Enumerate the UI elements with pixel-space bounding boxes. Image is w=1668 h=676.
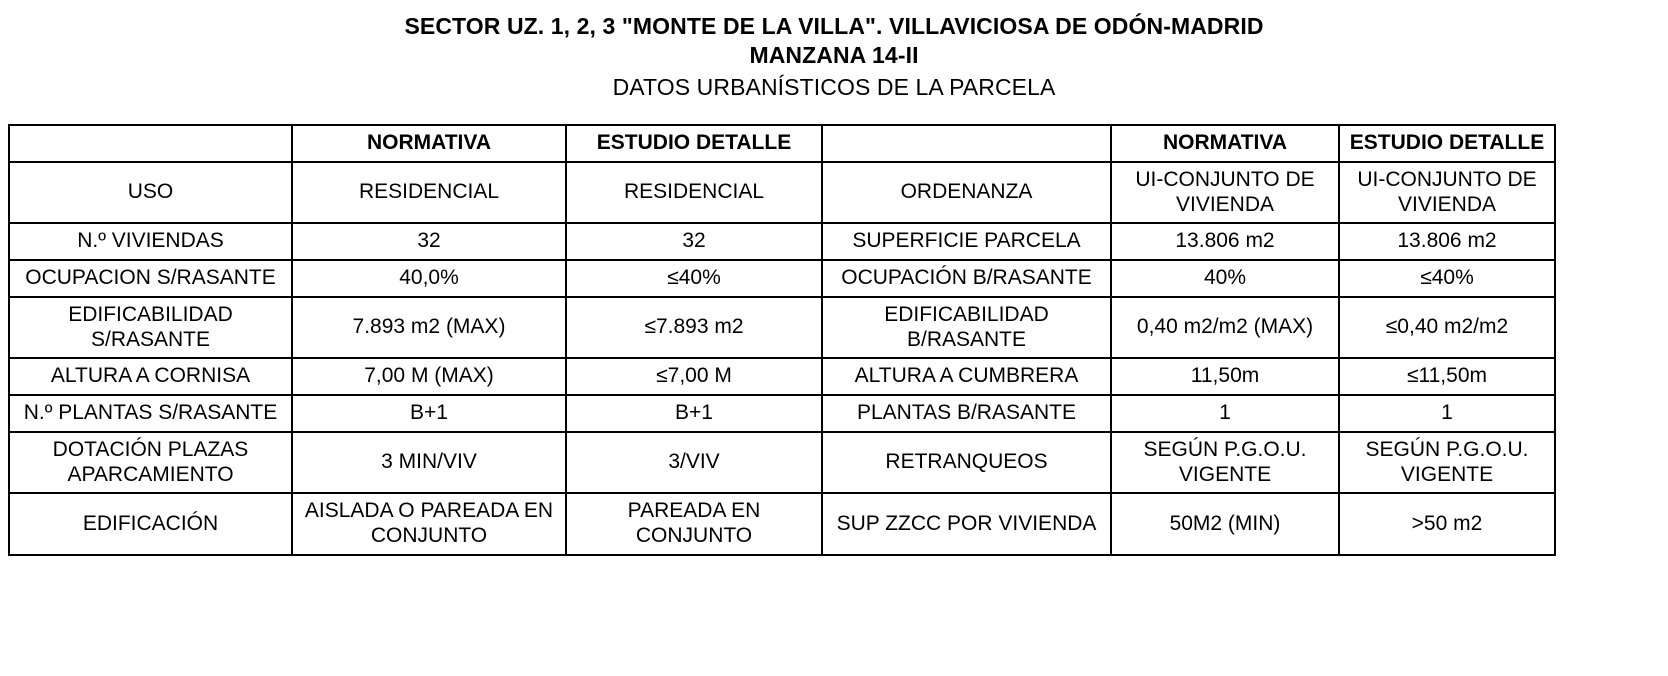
row-label-right: SUPERFICIE PARCELA <box>822 223 1111 260</box>
row-value-normativa-right: SEGÚN P.G.O.U. VIGENTE <box>1111 432 1339 494</box>
header-cell-empty-right <box>822 125 1111 162</box>
row-value-normativa-left: 32 <box>292 223 566 260</box>
header-cell-normativa-left: NORMATIVA <box>292 125 566 162</box>
row-label-left: DOTACIÓN PLAZAS APARCAMIENTO <box>9 432 292 494</box>
row-value-estudio-left: 3/VIV <box>566 432 822 494</box>
header-cell-estudio-detalle-left: ESTUDIO DETALLE <box>566 125 822 162</box>
table-row <box>9 432 1555 494</box>
row-value-normativa-right: 1 <box>1111 395 1339 432</box>
row-value-normativa-right: 11,50m <box>1111 358 1339 395</box>
row-label-left: EDIFICABILIDAD S/RASANTE <box>9 297 292 359</box>
row-value-estudio-left: ≤40% <box>566 260 822 297</box>
row-label-right: ALTURA A CUMBRERA <box>822 358 1111 395</box>
row-value-normativa-left: 3 MIN/VIV <box>292 432 566 494</box>
table-row <box>9 358 1555 395</box>
row-value-normativa-left: AISLADA O PAREADA EN CONJUNTO <box>292 493 566 555</box>
row-label-right: PLANTAS B/RASANTE <box>822 395 1111 432</box>
urban-data-table <box>8 124 1556 556</box>
row-label-right: SUP ZZCC POR VIVIENDA <box>822 493 1111 555</box>
row-value-estudio-right: ≤40% <box>1339 260 1555 297</box>
row-label-right: EDIFICABILIDAD B/RASANTE <box>822 297 1111 359</box>
urban-data-table-container <box>8 124 1554 556</box>
row-label-left: N.º PLANTAS S/RASANTE <box>9 395 292 432</box>
page-subtitle-secondary: DATOS URBANÍSTICOS DE LA PARCELA <box>612 73 1056 100</box>
row-value-normativa-left: 40,0% <box>292 260 566 297</box>
row-label-right: ORDENANZA <box>822 162 1111 224</box>
row-value-normativa-right: 13.806 m2 <box>1111 223 1339 260</box>
row-value-estudio-left: B+1 <box>566 395 822 432</box>
row-value-normativa-left: 7.893 m2 (MAX) <box>292 297 566 359</box>
row-value-estudio-left: 32 <box>566 223 822 260</box>
page-title: SECTOR UZ. 1, 2, 3 "MONTE DE LA VILLA". VILLAVICIOSA DE ODÓN-MADRID <box>404 13 1264 39</box>
row-value-estudio-left: ≤7.893 m2 <box>566 297 822 359</box>
table-row <box>9 395 1555 432</box>
row-label-right: OCUPACIÓN B/RASANTE <box>822 260 1111 297</box>
row-label-left: USO <box>9 162 292 224</box>
table-row <box>9 493 1555 555</box>
row-value-estudio-right: SEGÚN P.G.O.U. VIGENTE <box>1339 432 1555 494</box>
header-cell-empty-left <box>9 125 292 162</box>
row-label-left: ALTURA A CORNISA <box>9 358 292 395</box>
header-cell-normativa-right: NORMATIVA <box>1111 125 1339 162</box>
row-value-normativa-right: 0,40 m2/m2 (MAX) <box>1111 297 1339 359</box>
row-label-left: EDIFICACIÓN <box>9 493 292 555</box>
row-value-estudio-right: ≤0,40 m2/m2 <box>1339 297 1555 359</box>
row-value-normativa-right: 40% <box>1111 260 1339 297</box>
table-row <box>9 297 1555 359</box>
row-label-left: N.º VIVIENDAS <box>9 223 292 260</box>
row-value-normativa-right: UI-CONJUNTO DE VIVIENDA <box>1111 162 1339 224</box>
row-value-estudio-left: RESIDENCIAL <box>566 162 822 224</box>
row-value-normativa-right: 50M2 (MIN) <box>1111 493 1339 555</box>
document-header <box>0 0 1668 103</box>
row-value-estudio-right: 1 <box>1339 395 1555 432</box>
table-row <box>9 162 1555 224</box>
row-label-left: OCUPACION S/RASANTE <box>9 260 292 297</box>
row-value-normativa-left: 7,00 M (MAX) <box>292 358 566 395</box>
row-value-estudio-left: PAREADA EN CONJUNTO <box>566 493 822 555</box>
row-value-estudio-right: UI-CONJUNTO DE VIVIENDA <box>1339 162 1555 224</box>
row-value-estudio-right: ≤11,50m <box>1339 358 1555 395</box>
table-header-row <box>9 125 1555 162</box>
table-row <box>9 223 1555 260</box>
row-value-estudio-right: >50 m2 <box>1339 493 1555 555</box>
header-cell-estudio-detalle-right: ESTUDIO DETALLE <box>1339 125 1555 162</box>
row-value-estudio-right: 13.806 m2 <box>1339 223 1555 260</box>
row-value-normativa-left: B+1 <box>292 395 566 432</box>
page-subtitle: MANZANA 14-II <box>749 42 919 69</box>
table-row <box>9 260 1555 297</box>
row-value-estudio-left: ≤7,00 M <box>566 358 822 395</box>
row-label-right: RETRANQUEOS <box>822 432 1111 494</box>
row-value-normativa-left: RESIDENCIAL <box>292 162 566 224</box>
